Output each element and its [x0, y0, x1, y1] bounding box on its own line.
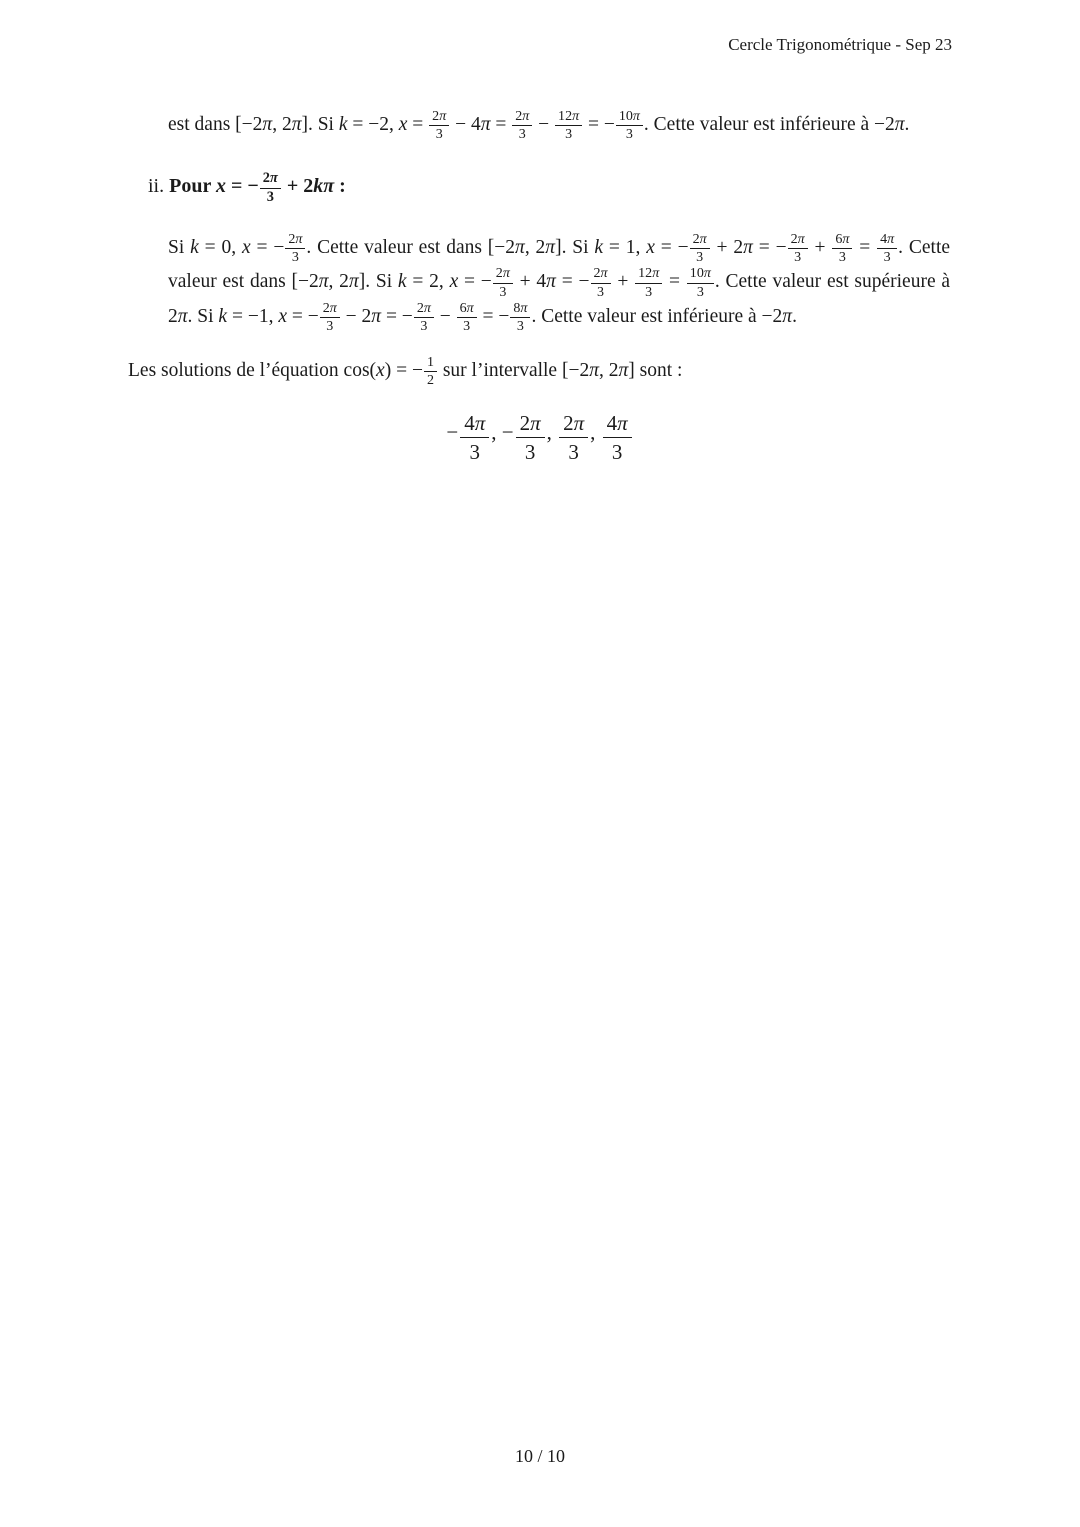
math-text-run: [895, 114, 905, 135]
math-text-run: ) = −: [384, 360, 423, 382]
math-fraction: [591, 266, 611, 299]
math-text-run: = −: [654, 237, 689, 259]
math-text-run: + 2: [281, 175, 314, 198]
pi-symbol: π: [617, 410, 628, 435]
math-text-run: kπ: [313, 175, 335, 198]
fraction-numerator: 2π: [559, 411, 588, 438]
math-text-run: x: [215, 175, 226, 198]
math-fraction: [510, 301, 530, 334]
pi-symbol: π: [329, 299, 337, 316]
pi-symbol: π: [480, 114, 491, 135]
display-equation: [0, 402, 1080, 466]
fraction-numerator: 10π: [687, 266, 714, 283]
math-text-run: ]. Si: [301, 114, 339, 135]
math-text-run: [589, 360, 599, 381]
fraction-denominator: 3: [565, 126, 573, 143]
pi-symbol: π: [466, 299, 474, 316]
math-text-run: = −: [250, 237, 285, 259]
pi-symbol: π: [743, 237, 753, 259]
page-footer: [0, 1446, 1080, 1467]
pi-symbol: π: [632, 107, 640, 124]
math-text-run: − 4: [450, 114, 481, 135]
math-fraction: [616, 109, 643, 142]
pi-symbol: π: [894, 114, 905, 135]
math-text-run: = 1,: [603, 237, 647, 259]
pi-symbol: π: [842, 231, 850, 248]
pi-symbol: π: [515, 237, 525, 259]
fraction-denominator: 3: [696, 249, 704, 266]
math-text-run: k: [397, 271, 407, 293]
pi-symbol: π: [530, 410, 541, 435]
math-text-run: . Cette valeur est inférieure à −2: [643, 114, 895, 135]
math-text-run: x: [278, 305, 287, 327]
pi-symbol: π: [782, 305, 793, 327]
header-title: Cercle Trigonométrique - Sep 23: [728, 35, 952, 54]
pi-symbol: π: [573, 410, 585, 435]
math-text-run: − 2: [340, 305, 372, 327]
math-text-run: = −1,: [227, 305, 279, 327]
pi-symbol: π: [423, 299, 431, 316]
fraction-numerator: 2π: [591, 266, 611, 283]
math-text-run: −: [533, 114, 555, 135]
math-text-run: . Cette valeur est dans [−2: [306, 237, 516, 259]
math-fraction: [788, 232, 808, 265]
pi-symbol: π: [522, 107, 530, 124]
math-text-run: [515, 237, 525, 258]
fraction-denominator: 3: [645, 283, 653, 300]
fraction-denominator: 3: [625, 126, 633, 143]
math-text-run: = −: [458, 271, 492, 293]
math-text-run: .: [904, 114, 910, 135]
pi-symbol: π: [295, 231, 303, 248]
math-fraction: [424, 355, 437, 388]
paragraph-case-k-minus2: [168, 108, 950, 142]
pi-symbol: π: [887, 231, 895, 248]
fraction-denominator: 3: [516, 317, 524, 334]
fraction-denominator: 2: [426, 372, 434, 389]
math-text-run: k: [594, 237, 604, 259]
list-item-heading-ii: [148, 170, 950, 205]
math-text-run: =: [853, 237, 877, 259]
math-text-run: +: [611, 271, 635, 293]
math-fraction: [493, 266, 513, 299]
math-text-run: [178, 306, 188, 327]
math-fraction: [832, 232, 852, 265]
math-text-run: est dans [−2: [168, 114, 263, 135]
math-fraction: [635, 266, 662, 299]
fraction-denominator: 3: [266, 188, 274, 205]
math-text-run: sur l’intervalle [−2: [437, 360, 590, 382]
math-fraction: [559, 411, 588, 464]
math-text-run: =: [663, 271, 686, 293]
pi-symbol: π: [572, 107, 580, 124]
math-text-run: −: [434, 305, 456, 327]
fraction-numerator: 8π: [510, 301, 530, 318]
math-text-run: , 2: [328, 271, 349, 293]
math-text-run: = −2,: [347, 114, 399, 135]
pi-symbol: π: [546, 271, 556, 293]
pi-symbol: π: [262, 114, 273, 135]
math-text-run: x: [241, 237, 251, 259]
pi-symbol: π: [589, 360, 599, 382]
math-text-run: k: [190, 237, 199, 259]
math-text-run: [371, 306, 381, 327]
pi-symbol: π: [371, 305, 382, 327]
math-text-run: + 2: [710, 237, 744, 259]
fraction-numerator: 4π: [877, 232, 897, 249]
pi-symbol: π: [600, 265, 608, 282]
math-text-run: ii.: [148, 175, 170, 198]
math-text-run: Les solutions de l’équation cos(: [128, 360, 377, 382]
math-fraction: [260, 171, 281, 205]
fraction-denominator: 3: [463, 317, 471, 334]
math-fraction: [512, 109, 532, 142]
math-fraction: [457, 301, 477, 334]
math-fraction: [285, 232, 305, 265]
pi-symbol: π: [323, 175, 335, 198]
math-text-run: = 0,: [198, 237, 242, 259]
fraction-denominator: 3: [794, 249, 802, 266]
math-text-run: Si: [168, 237, 191, 259]
pi-symbol: π: [703, 265, 711, 282]
math-text-run: [262, 114, 272, 135]
math-text-run: = −: [286, 305, 319, 327]
math-fraction: [429, 109, 449, 142]
fraction-denominator: 3: [696, 283, 704, 300]
math-text-run: k: [338, 114, 348, 135]
math-text-run: ,: [590, 420, 601, 445]
fraction-numerator: 2π: [429, 109, 449, 126]
math-text-run: = −: [477, 305, 510, 327]
fraction-denominator: 3: [420, 317, 428, 334]
fraction-numerator: 2π: [285, 232, 305, 249]
math-text-run: = −: [752, 237, 787, 259]
math-text-run: x: [449, 271, 459, 293]
page-header: [0, 0, 1080, 56]
pi-symbol: π: [269, 170, 278, 187]
pi-symbol: π: [699, 231, 707, 248]
fraction-denominator: 3: [518, 126, 526, 143]
fraction-denominator: 3: [883, 249, 891, 266]
math-text-run: x: [646, 237, 655, 259]
math-text-run: , −: [491, 420, 514, 445]
math-text-run: = −: [583, 114, 615, 135]
fraction-numerator: 6π: [832, 232, 852, 249]
fraction-numerator: 6π: [457, 301, 477, 318]
fraction-numerator: 10π: [616, 109, 643, 126]
math-text-run: ] sont :: [628, 360, 683, 382]
fraction-numerator: 2π: [788, 232, 808, 249]
fraction-denominator: 3: [435, 126, 443, 143]
fraction-numerator: 12π: [635, 266, 662, 283]
math-text-run: [481, 114, 491, 135]
pi-symbol: π: [652, 265, 660, 282]
math-text-run: , 2: [599, 360, 619, 382]
pi-symbol: π: [439, 107, 447, 124]
math-text-run: ,: [546, 420, 558, 445]
math-fraction: [877, 232, 897, 265]
math-text-run: +: [808, 237, 832, 259]
fraction-numerator: 4π: [603, 411, 632, 438]
math-text-run: :: [334, 175, 346, 198]
math-text-run: , 2: [524, 237, 546, 259]
fraction-denominator: 3: [568, 439, 579, 464]
math-text-run: [546, 271, 556, 292]
fraction-numerator: 4π: [460, 411, 489, 438]
page-number: 10 / 10: [514, 1446, 565, 1466]
math-text-run: [545, 237, 555, 258]
math-text-run: . Cette valeur est dans [−2: [168, 237, 951, 293]
fraction-numerator: 2π: [512, 109, 532, 126]
math-text-run: x: [398, 114, 408, 135]
math-text-run: [349, 271, 359, 292]
pi-symbol: π: [618, 360, 629, 382]
pi-symbol: π: [318, 271, 329, 293]
fraction-numerator: 1: [424, 355, 437, 372]
math-text-run: [743, 237, 753, 258]
math-text-run: [319, 271, 329, 292]
pi-symbol: π: [502, 265, 510, 282]
pi-symbol: π: [520, 299, 528, 316]
math-fraction: [687, 266, 714, 299]
math-fraction: [555, 109, 582, 142]
math-fraction: [516, 411, 545, 464]
math-text-run: x: [376, 360, 385, 382]
fraction-denominator: 3: [597, 283, 605, 300]
pi-symbol: π: [474, 410, 486, 435]
solutions-intro: [128, 354, 952, 388]
math-fraction: [414, 301, 434, 334]
fraction-denominator: 3: [326, 317, 334, 334]
fraction-denominator: 3: [291, 249, 299, 266]
fraction-denominator: 3: [499, 283, 507, 300]
fraction-numerator: 2π: [690, 232, 710, 249]
math-text-run: . Si: [187, 305, 219, 327]
math-text-run: [292, 114, 302, 135]
math-text-run: = 2,: [406, 271, 450, 293]
math-text-run: k: [218, 305, 228, 327]
fraction-numerator: 12π: [555, 109, 582, 126]
math-text-run: ]. Si: [358, 271, 398, 293]
math-fraction: [460, 411, 489, 464]
math-fraction: [690, 232, 710, 265]
math-text-run: =: [407, 114, 429, 135]
math-text-run: = −: [225, 175, 259, 198]
fraction-numerator: 2π: [320, 301, 340, 318]
fraction-denominator: 3: [611, 439, 623, 464]
fraction-numerator: 2π: [414, 301, 434, 318]
math-text-run: [619, 360, 629, 381]
math-text-run: −: [446, 420, 459, 445]
fraction-numerator: 2π: [493, 266, 513, 283]
pi-symbol: π: [348, 271, 359, 293]
fraction-numerator: 2π: [516, 411, 545, 438]
math-text-run: =: [490, 114, 512, 135]
fraction-denominator: 3: [524, 439, 536, 464]
pi-symbol: π: [545, 237, 556, 259]
fraction-denominator: 3: [469, 439, 480, 464]
math-text-run: .: [792, 305, 797, 327]
math-fraction: [320, 301, 340, 334]
fraction-numerator: 2π: [260, 171, 281, 189]
pi-symbol: π: [291, 114, 302, 135]
math-text-run: ]. Si: [555, 237, 595, 259]
math-text-run: , 2: [272, 114, 292, 135]
math-text-run: . Cette valeur est inférieure à −2: [531, 305, 783, 327]
pi-symbol: π: [797, 231, 805, 248]
math-text-run: Pour: [169, 175, 216, 198]
math-fraction: [603, 411, 632, 464]
math-text-run: [782, 306, 792, 327]
math-text-run: + 4: [513, 271, 547, 293]
math-text-run: = −: [555, 271, 590, 293]
math-text-run: = −: [381, 305, 413, 327]
fraction-denominator: 3: [838, 249, 846, 266]
paragraph-case-analysis: [168, 231, 950, 334]
pi-symbol: π: [177, 305, 188, 327]
math-text-run: . Cette valeur est supérieure à 2: [168, 271, 951, 327]
